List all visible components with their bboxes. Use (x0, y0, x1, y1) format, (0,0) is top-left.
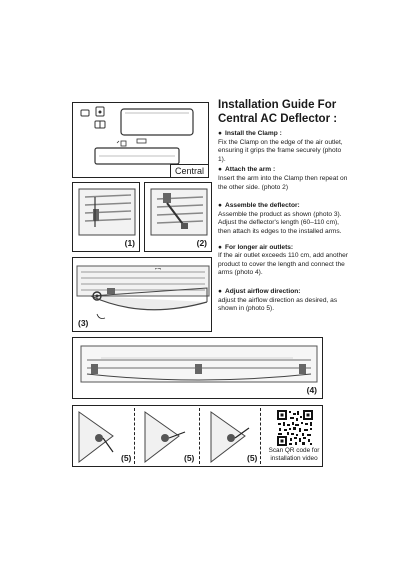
bullet-icon: ● (218, 287, 222, 295)
photo-3-panel (72, 257, 212, 332)
bullet-icon: ● (218, 130, 222, 137)
step-body: Fix the Clamp on the edge of the air outlet, ensuring it grips the frame securely (photo 1). (218, 138, 343, 163)
guide-title-line2: Central AC Deflector : (218, 113, 338, 125)
step-attach-arm (218, 166, 348, 192)
instructions-column (218, 98, 348, 321)
qr-caption-line2: installation video (270, 455, 318, 462)
divider-1 (134, 408, 135, 464)
photo-1-label: (1) (124, 238, 135, 248)
divider-2 (199, 408, 200, 464)
svg-text:⌐¬: ⌐¬ (155, 266, 161, 272)
step-heading: Install the Clamp : (224, 130, 282, 137)
step-heading: For longer air outlets: (224, 243, 294, 251)
step-longer-outlets (218, 244, 348, 278)
step-heading: Attach the arm : (224, 166, 276, 174)
qr-caption (263, 447, 325, 463)
photo-2-label: (2) (196, 238, 207, 248)
step-body: adjust the airflow direction as desired, as shown in (photo 5). (218, 296, 338, 313)
bullet-icon: ● (218, 202, 222, 210)
bullet-icon: ● (218, 243, 222, 251)
photo-5-panel (72, 405, 323, 467)
photo-4-label: (4) (306, 385, 317, 395)
parts-overview-panel (72, 102, 209, 178)
step-heading: Adjust airflow direction: (224, 287, 301, 295)
step-body: If the air outlet exceeds 110 cm, add another product to cover the length and connect the arms (photo 4). (218, 252, 349, 277)
central-label: Central (170, 164, 209, 178)
guide-title (218, 98, 348, 126)
long-outlet-illustration (73, 338, 324, 400)
photo-3-label: (3) (78, 318, 89, 328)
photo-5b-label: (5) (184, 453, 195, 463)
photo-4-panel (72, 337, 323, 399)
step-body: Insert the arm into the Clamp then repeat on the other side. (photo 2) (218, 174, 348, 191)
deflector-assemble-illustration (73, 258, 213, 333)
guide-title-line1: Installation Guide For (218, 99, 337, 111)
step-body: Assemble the product as shown (photo 3). Adjust the deflector's length (60–110 cm), then attach its edges to the installed arms. (218, 210, 342, 235)
photo-5c-label: (5) (247, 453, 258, 463)
step-adjust-airflow (218, 288, 348, 314)
photo-5a-label: (5) (121, 453, 132, 463)
qr-caption-line1: Scan QR code for (268, 447, 320, 454)
photo-2-panel (144, 182, 212, 252)
step-assemble-deflector (218, 202, 348, 236)
step-heading: Assemble the deflector: (224, 202, 300, 210)
step-install-clamp (218, 130, 348, 164)
divider-3 (260, 408, 261, 464)
bullet-icon: ● (218, 166, 222, 174)
photo-1-panel (72, 182, 140, 252)
